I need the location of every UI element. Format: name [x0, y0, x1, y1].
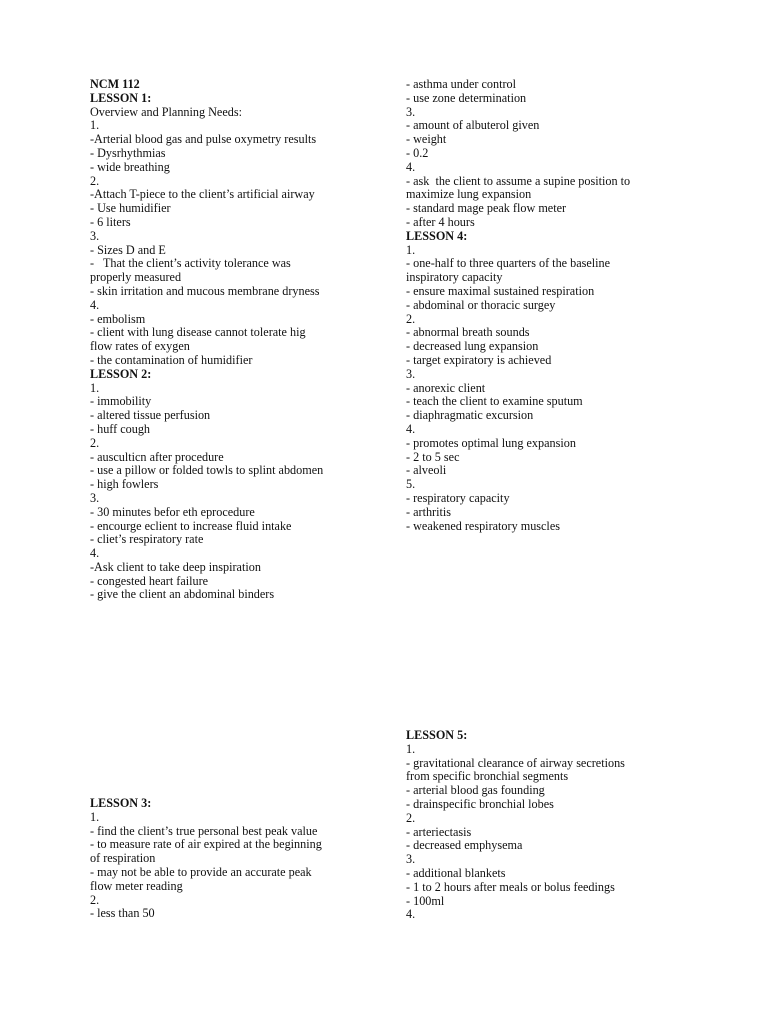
text-line: - huff cough [90, 421, 151, 436]
text-line: - Sizes D and E [90, 242, 166, 257]
text-line: - immobility [90, 394, 152, 409]
text-line: - 6 liters [90, 214, 131, 229]
text-line: - one-half to three quarters of the baseline [406, 256, 611, 271]
text-line: - weakened respiratory muscles [406, 518, 560, 533]
text-line: - the contamination of humidifier [90, 352, 253, 367]
text-line: maximize lung expansion [406, 187, 532, 202]
text-line: of respiration [90, 851, 156, 866]
text-line: - drainspecific bronchial lobes [406, 796, 554, 811]
text-line: 2. [406, 311, 416, 326]
text-line: - ask the client to assume a supine position to [406, 173, 631, 188]
text-line: - standard mage peak flow meter [406, 201, 567, 216]
text-line: 2. [90, 435, 100, 450]
text-line: - arthritis [406, 504, 452, 519]
text-line: 2. [90, 892, 100, 907]
text-line: properly measured [90, 270, 182, 285]
text-line: 3. [406, 104, 416, 119]
text-line: - decreased lung expansion [406, 339, 539, 354]
text-line: - altered tissue perfusion [90, 408, 211, 423]
text-line: 1. [90, 380, 100, 395]
text-line: - teach the client to examine sputum [406, 394, 583, 409]
text-line: - ausculticn after procedure [90, 449, 224, 464]
text-line: - abnormal breath sounds [406, 325, 530, 340]
text-line: 4. [406, 159, 416, 174]
right-column-bottom [406, 729, 696, 922]
text-line: - use a pillow or folded towls to splint abdomen [90, 463, 324, 478]
text-line: 1. [90, 118, 100, 133]
text-line: - arteriectasis [406, 824, 472, 839]
text-line: 2. [406, 810, 416, 825]
section-heading: LESSON 4: [406, 228, 468, 243]
text-line: - ensure maximal sustained respiration [406, 283, 595, 298]
text-line: - give the client an abdominal binders [90, 587, 275, 602]
text-line: - That the client’s activity tolerance was [90, 256, 291, 271]
text-line: inspiratory capacity [406, 270, 503, 285]
text-line: 4. [90, 297, 100, 312]
text-line: flow rates of exygen [90, 339, 190, 354]
text-line: 1. [406, 741, 416, 756]
section-heading: LESSON 2: [90, 366, 152, 381]
text-line: - additional blankets [406, 865, 506, 880]
text-line: - alveoli [406, 463, 447, 478]
text-line: - asthma under control [406, 77, 516, 91]
text-line: - target expiratory is achieved [406, 352, 552, 367]
text-line: - use zone determination [406, 90, 527, 105]
text-line: 4. [90, 546, 100, 561]
text-line: - wide breathing [90, 159, 170, 174]
text-line: - congested heart failure [90, 573, 209, 588]
text-line: - Dysrhythmias [90, 145, 166, 160]
text-line: 1. [406, 242, 416, 257]
text-line: 3. [406, 366, 416, 381]
text-line: - decreased emphysema [406, 838, 523, 853]
text-line: - amount of albuterol given [406, 118, 540, 133]
section-heading: LESSON 5: [406, 728, 468, 742]
text-line: - after 4 hours [406, 214, 475, 229]
section-heading: NCM 112 [90, 77, 140, 91]
text-line: - may not be able to provide an accurate peak [90, 864, 312, 879]
text-line: - abdominal or thoracic surgey [406, 297, 556, 312]
text-line: -Attach T-piece to the client’s artificial airway [90, 187, 315, 202]
text-line: - weight [406, 132, 447, 147]
text-line: - Use humidifier [90, 201, 171, 216]
text-line: - promotes optimal lung expansion [406, 435, 576, 450]
left-column-bottom [90, 797, 380, 921]
text-line: 2. [90, 173, 100, 188]
text-line: - gravitational clearance of airway secretions [406, 755, 625, 770]
text-line: from specific bronchial segments [406, 769, 569, 784]
text-line: - respiratory capacity [406, 490, 510, 505]
text-line: - 30 minutes befor eth eprocedure [90, 504, 255, 519]
text-line: 3. [90, 490, 100, 505]
left-column-top [90, 78, 380, 602]
text-line: - 100ml [406, 893, 445, 908]
text-line: Overview and Planning Needs: [90, 104, 242, 119]
text-line: -Arterial blood gas and pulse oxymetry results [90, 132, 317, 147]
text-line: - anorexic client [406, 380, 486, 395]
text-line: - less than 50 [90, 906, 155, 921]
text-line: 4. [406, 907, 416, 922]
text-line: - to measure rate of air expired at the beginning [90, 837, 322, 852]
text-line: -Ask client to take deep inspiration [90, 559, 261, 574]
text-line: - embolism [90, 311, 146, 326]
text-line: - 1 to 2 hours after meals or bolus feedings [406, 879, 615, 894]
text-line: 4. [406, 421, 416, 436]
section-heading: LESSON 3: [90, 796, 152, 810]
text-line: 5. [406, 477, 416, 492]
text-line: - 0.2 [406, 145, 429, 160]
text-line: flow meter reading [90, 878, 183, 893]
text-line: 1. [90, 809, 100, 824]
text-line: - diaphragmatic excursion [406, 408, 534, 423]
text-line: - arterial blood gas founding [406, 783, 545, 798]
text-line: - 2 to 5 sec [406, 449, 460, 464]
text-line: - encourge eclient to increase fluid intake [90, 518, 292, 533]
text-line: - cliet’s respiratory rate [90, 532, 204, 547]
text-line: - client with lung disease cannot tolerate hig [90, 325, 306, 340]
right-column-top [406, 78, 696, 533]
text-line: 3. [406, 852, 416, 867]
text-line: - skin irritation and mucous membrane dryness [90, 283, 320, 298]
text-line: 3. [90, 228, 100, 243]
section-heading: LESSON 1: [90, 90, 152, 105]
text-line: - find the client’s true personal best peak value [90, 823, 318, 838]
text-line: - high fowlers [90, 477, 159, 492]
